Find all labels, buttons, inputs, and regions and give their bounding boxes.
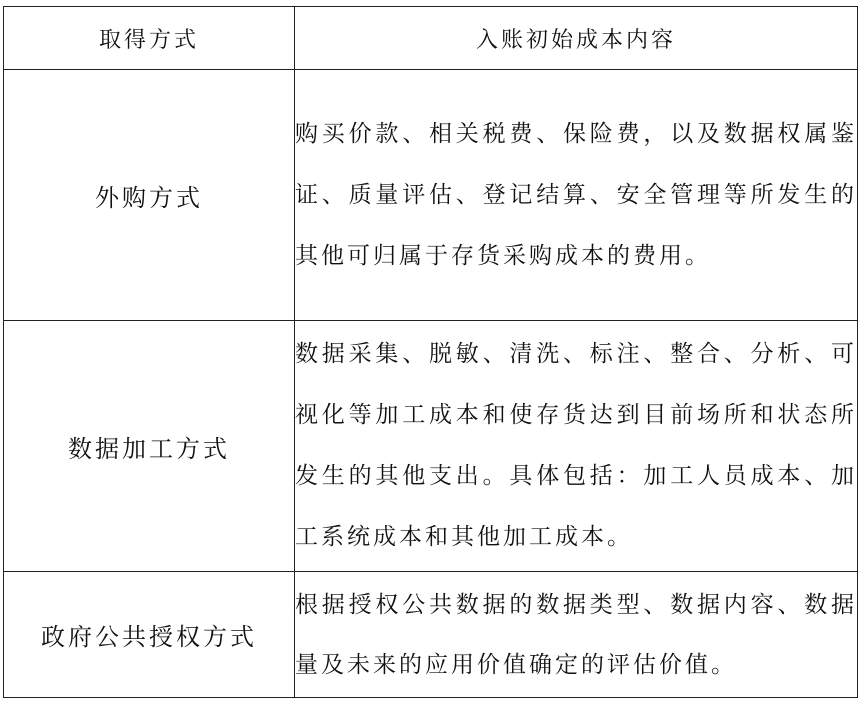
content-cell: 根据授权公共数据的数据类型、数据内容、数据量及未来的应用价值确定的评估价值。 <box>295 572 858 698</box>
content-cell: 购买价款、相关税费、保险费，以及数据权属鉴证、质量评估、登记结算、安全管理等所发生的其他可归属于存货采购成本的费用。 <box>295 70 858 321</box>
initial-cost-table <box>3 6 858 698</box>
header-method: 取得方式 <box>4 7 295 70</box>
table-row <box>4 321 858 572</box>
table-row <box>4 572 858 698</box>
content-cell: 数据采集、脱敏、清洗、标注、整合、分析、可视化等加工成本和使存货达到目前场所和状态所发生的其他支出。具体包括：加工人员成本、加工系统成本和其他加工成本。 <box>295 321 858 572</box>
header-content: 入账初始成本内容 <box>295 7 858 70</box>
table-row <box>4 70 858 321</box>
method-cell: 外购方式 <box>4 70 295 321</box>
header-row <box>4 7 858 70</box>
method-cell: 政府公共授权方式 <box>4 572 295 698</box>
method-cell: 数据加工方式 <box>4 321 295 572</box>
